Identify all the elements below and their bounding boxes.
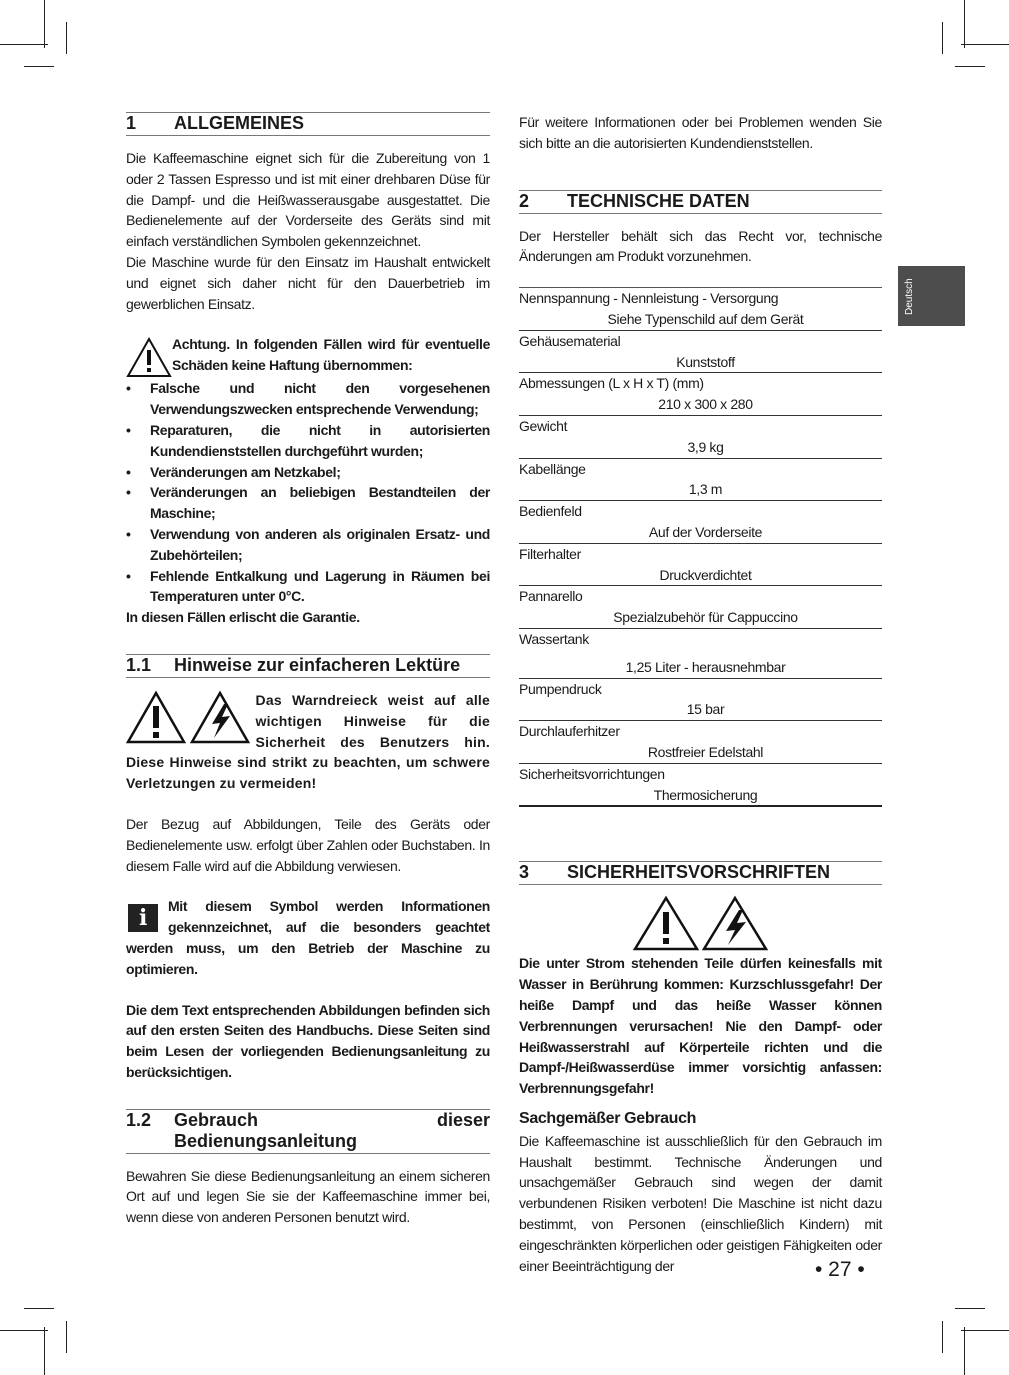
right-column — [519, 112, 882, 1276]
warning-footer: In diesen Fällen erlischt die Garantie. — [126, 609, 360, 626]
warning-title: Achtung. In folgenden Fällen wird für eventuelle Schäden keine Haftung übernommen: — [172, 336, 490, 374]
info-icon: i — [128, 904, 158, 932]
spec-label: Sicherheitsvorrichtungen — [519, 765, 665, 782]
warning-triangle-icon — [633, 895, 699, 951]
table-row — [519, 721, 882, 764]
list-item: • Reparaturen, die nicht in autorisierten Kundendienststellen durchgeführt wurden; — [126, 420, 490, 462]
section-number: 2 — [519, 190, 530, 211]
spec-value: 1,3 m — [688, 481, 723, 498]
spec-value: 3,9 kg — [687, 438, 724, 455]
table-row — [519, 288, 882, 331]
table-row — [519, 586, 882, 629]
list-item: • Fehlende Entkalkung und Lagerung in Räumen bei Temperaturen unter 0°C. — [126, 566, 490, 608]
electric-hazard-icon — [190, 690, 250, 744]
spec-value: Thermosicherung — [653, 786, 758, 803]
table-row — [519, 501, 882, 544]
spec-label: Pannarello — [519, 588, 583, 605]
spec-value: Kunststoff — [676, 353, 735, 370]
subheading: Sachgemäßer Gebrauch — [519, 1109, 697, 1127]
spec-value: Spezialzubehör für Cappuccino — [613, 609, 798, 626]
table-row — [519, 629, 882, 679]
spec-value: Druckverdichtet — [659, 566, 752, 583]
section-1-2-heading — [126, 1109, 490, 1154]
liability-warning — [126, 334, 490, 628]
paragraph: Die dem Text entsprechenden Abbildungen befinden sich auf den ersten Seiten des Handbuchs. Diese Seiten sind beim Lesen der vorliegenden Bedienungsanleitung zu berücksichtigen. — [126, 1001, 490, 1080]
spec-label: Durchlauferhitzer — [519, 723, 620, 740]
paragraph: Der Hersteller behält sich das Recht vor, technische Änderungen am Produkt vorzunehmen. — [519, 227, 882, 265]
section-title: Hinweise zur einfacheren Lektüre — [174, 654, 461, 675]
section-number: 3 — [519, 862, 530, 883]
spec-value: Siehe Typenschild auf dem Gerät — [607, 310, 804, 327]
paragraph: Bewahren Sie diese Bedienungsanleitung an einem sicheren Ort auf und legen Sie sie der Kaffeemaschine immer bei, wenn diese von anderen Personen benutzt wird. — [126, 1167, 490, 1226]
section-3-heading — [519, 861, 882, 885]
list-item: • Verwendung von anderen als originalen Ersatz- und Zubehörteilen; — [126, 524, 490, 566]
section-number: 1 — [126, 113, 137, 133]
section-title: TECHNISCHE DATEN — [567, 190, 750, 211]
table-row — [519, 679, 882, 722]
spec-label: Pumpendruck — [519, 680, 602, 697]
spec-label: Abmessungen (L x H x T) (mm) — [519, 375, 704, 392]
safety-icons — [519, 895, 882, 953]
warning-triangle-icon — [126, 690, 186, 744]
safety-symbol-note — [126, 690, 490, 794]
section-title: SICHERHEITSVORSCHRIFTEN — [567, 862, 831, 883]
section-number: 1.1 — [126, 654, 152, 675]
electric-hazard-icon — [702, 895, 768, 951]
language-label: Deutsch — [904, 278, 915, 315]
spec-value: 15 bar — [686, 701, 725, 718]
spec-label: Filterhalter — [519, 545, 581, 562]
table-row — [519, 373, 882, 416]
list-item: • Falsche und nicht den vorgesehenen Verwendungszwecken entsprechende Verwendung; — [126, 378, 490, 420]
list-item: • Veränderungen an beliebigen Bestandteilen der Maschine; — [126, 482, 490, 524]
spec-label: Gehäusematerial — [519, 332, 621, 349]
warning-list — [126, 378, 490, 607]
table-row — [519, 459, 882, 502]
spec-value: Auf der Vorderseite — [648, 523, 763, 540]
language-tab — [898, 266, 965, 326]
section-number: 1.2 — [126, 1109, 152, 1130]
left-column — [126, 112, 490, 1228]
spec-value: 1,25 Liter - herausnehmbar — [625, 658, 786, 675]
spec-label: Kabellänge — [519, 460, 586, 477]
paragraph: Die Kaffeemaschine eignet sich für die Zubereitung von 1 oder 2 Tassen Espresso und ist mit einer drehbaren Düse für die Dampf- und die Heißwasserausgabe ausgestattet. Die Bedienelemente auf der Vorderseite des Geräts sind mit einfach verständlichen Symbolen gekennzeichnet. — [126, 150, 490, 250]
warning-symbol-text: Das Warndreieck weist auf alle wichtigen Hinweise für die Sicherheit des Benutzers hin. Diese Hinweise sind strikt zu beachten, um schwere Verletzungen zu vermeiden! — [126, 691, 490, 792]
list-item: • Veränderungen am Netzkabel; — [126, 462, 490, 483]
spec-table — [519, 287, 882, 807]
warning-triangle-icon — [126, 336, 172, 378]
paragraph: Der Bezug auf Abbildungen, Teile des Geräts oder Bedienelemente usw. erfolgt über Zahlen oder Buchstaben. In diesem Falle wird auf die Abbildung verwiesen. — [126, 815, 490, 874]
spec-label: Nennspannung - Nennleistung - Versorgung — [519, 290, 779, 307]
paragraph: Die Maschine wurde für den Einsatz im Haushalt entwickelt und eignet sich daher nicht für den Dauerbetrieb im gewerblichen Einsatz. — [126, 253, 490, 312]
spec-label: Bedienfeld — [519, 503, 582, 520]
section-2-heading — [519, 190, 882, 214]
safety-warning: Die unter Strom stehenden Teile dürfen keinesfalls mit Wasser in Berührung kommen: Kurzschlussgefahr! Der heiße Dampf und das heiße Wasser können Verbrennungen verursachen! Nie den Dampf- oder Heißwasserstrahl auf Körperteile richten und die Dampf-/Heißwasserdüse immer vorsichtig anfassen: Verbrennungsgefahr! — [519, 955, 882, 1097]
table-row — [519, 416, 882, 459]
table-row — [519, 331, 882, 374]
table-row — [519, 764, 882, 808]
section-title: Gebrauch dieser Bedienungsanleitung — [174, 1109, 490, 1151]
paragraph: Für weitere Informationen oder bei Problemen wenden Sie sich bitte an die autorisierten Kundendienststellen. — [519, 114, 882, 151]
page-number: • 27 • — [815, 1258, 865, 1281]
table-row — [519, 544, 882, 587]
info-note — [126, 896, 490, 979]
spec-value: 210 x 300 x 280 — [658, 396, 753, 413]
section-title: ALLGEMEINES — [174, 113, 305, 133]
info-text: Mit diesem Symbol werden Informationen gekennzeichnet, auf die besonders geachtet werden muss, um den Betrieb der Maschine zu optimieren. — [126, 898, 490, 977]
spec-label: Wassertank — [519, 630, 589, 647]
section-1-1-heading — [126, 654, 490, 678]
spec-label: Gewicht — [519, 417, 568, 434]
paragraph: Die Kaffeemaschine ist ausschließlich für den Gebrauch im Haushalt bestimmt. Technische Änderungen und unsachgemäßer Gebrauch sind wegen der damit verbundenen Risiken verboten! Die Maschine ist nicht dazu bestimmt, von Personen (einschließlich Kindern) mit eingeschränkten körperlichen oder geistigen Fähigkeiten oder einer Beeinträchtigung der — [519, 1132, 882, 1274]
section-1-heading — [126, 112, 490, 136]
spec-value: Rostfreier Edelstahl — [647, 743, 764, 760]
